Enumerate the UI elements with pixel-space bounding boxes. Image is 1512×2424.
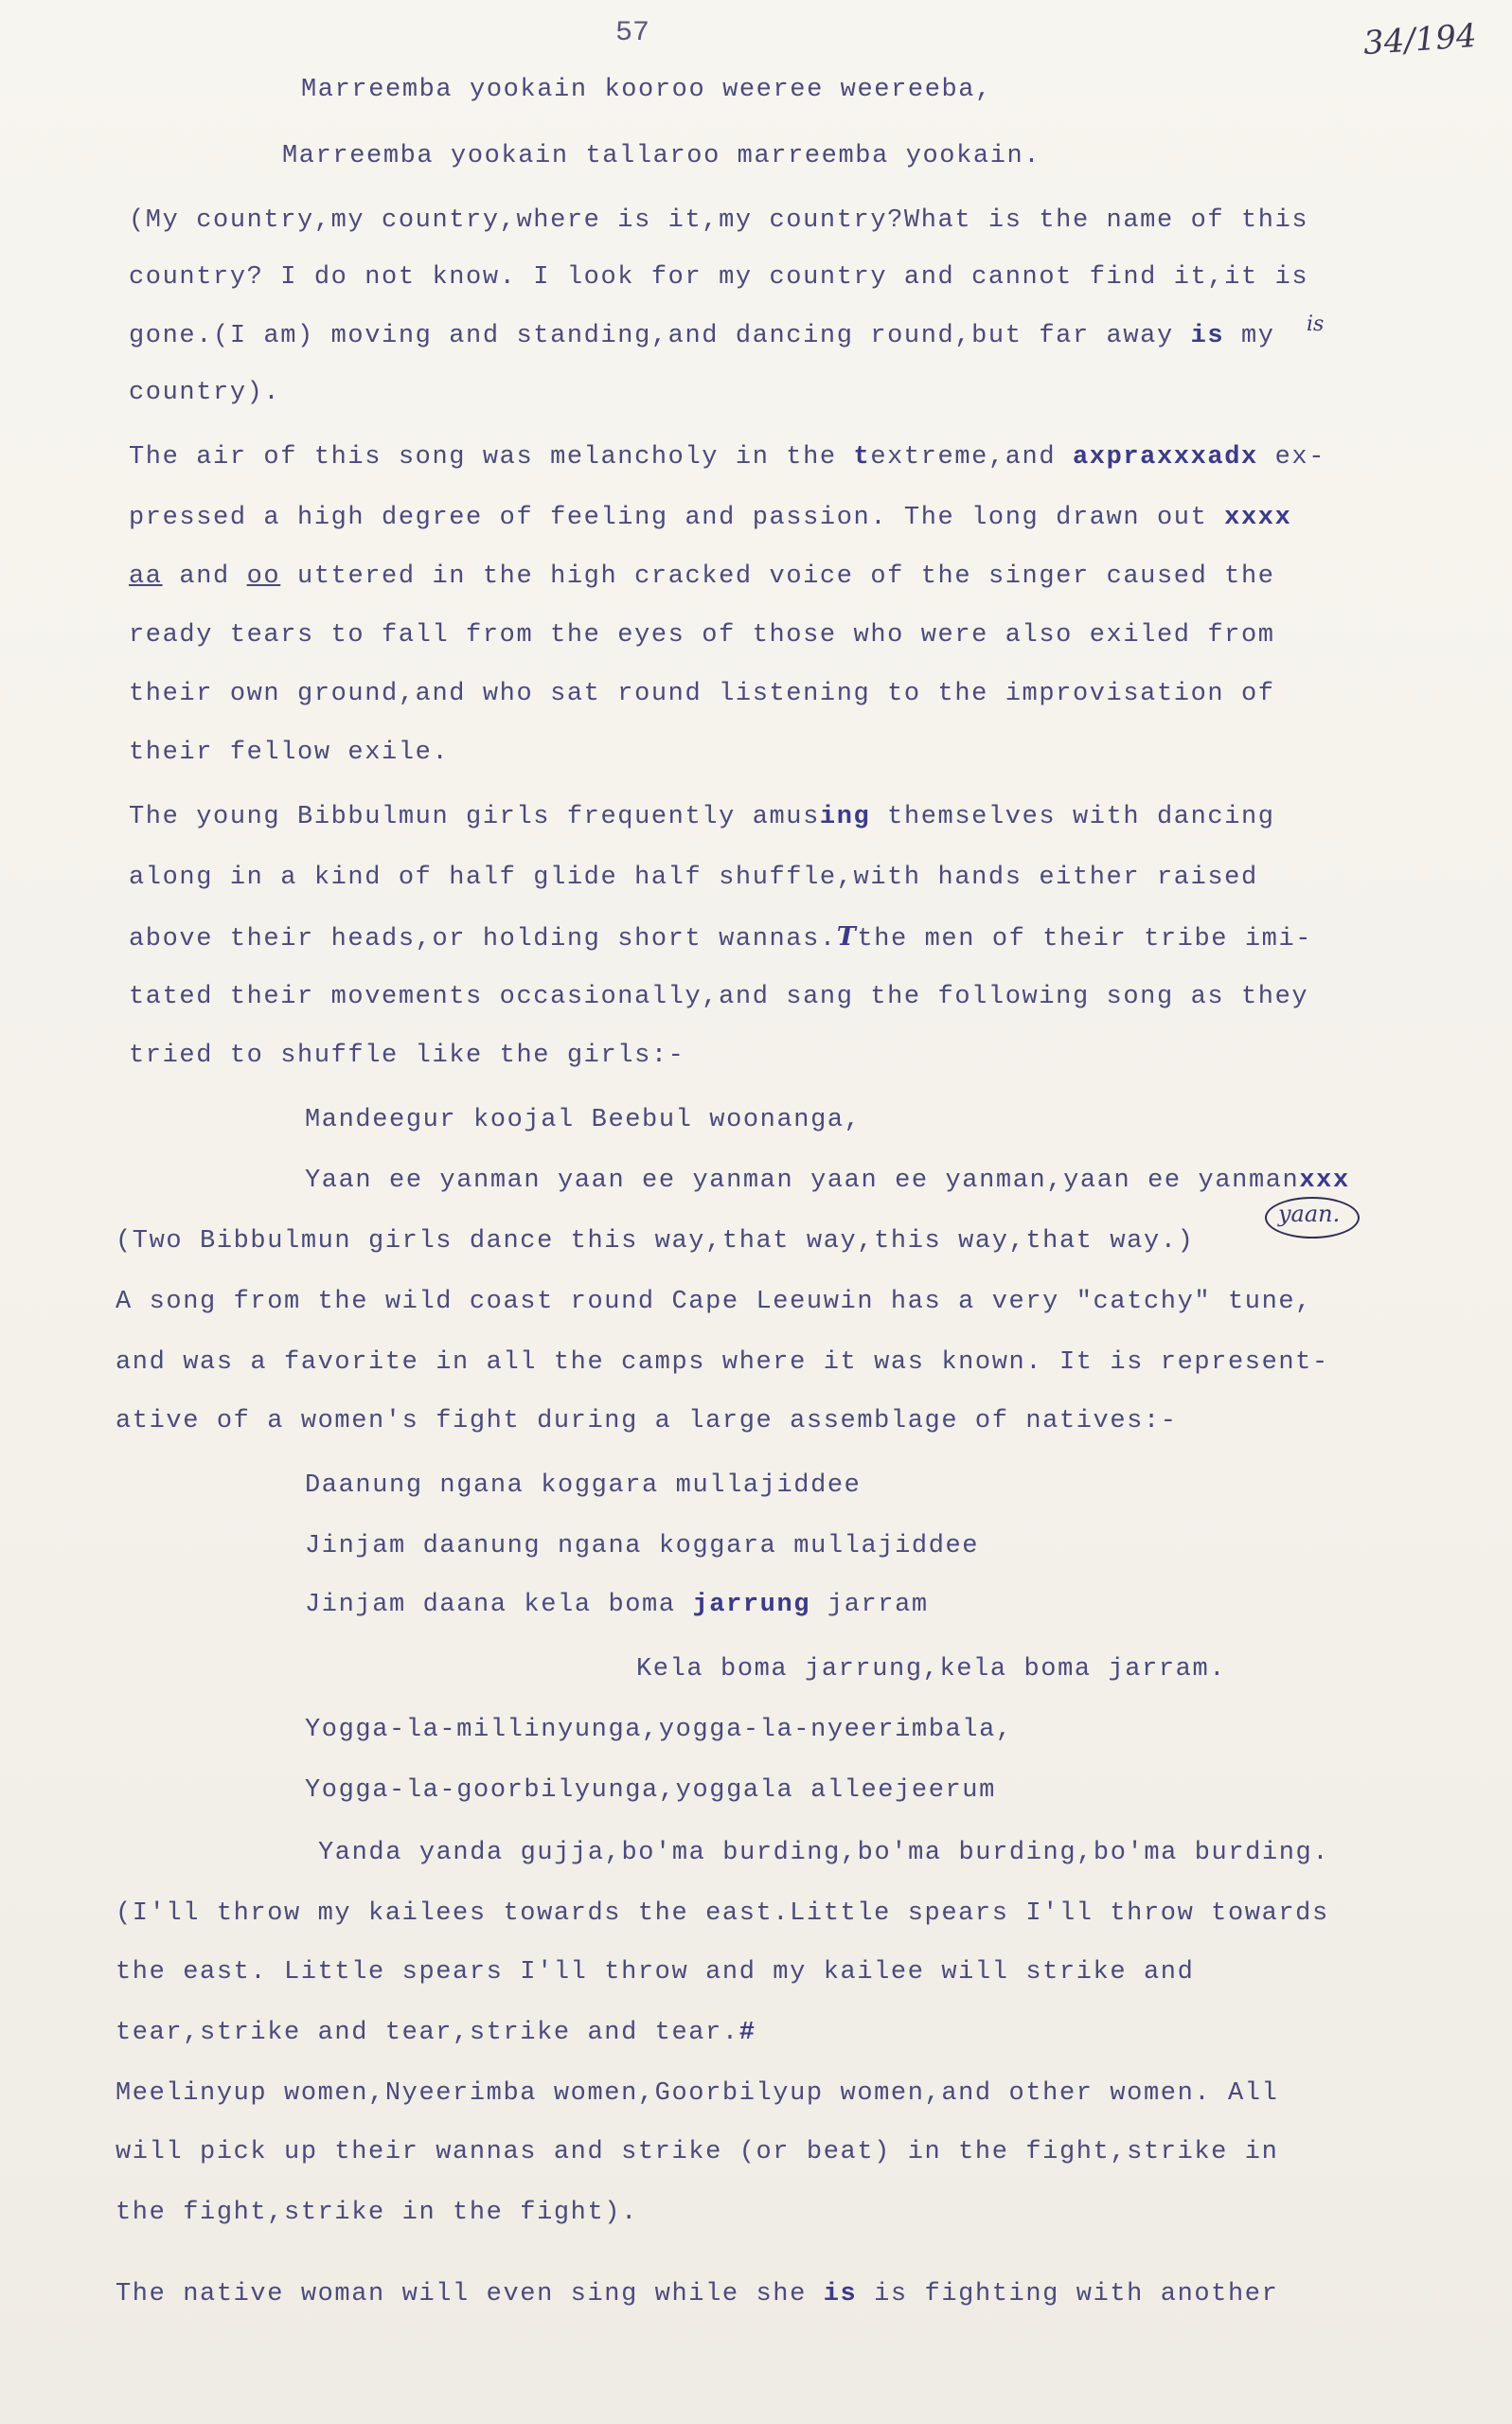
text-run: The air of this song was melancholy in the <box>129 443 854 472</box>
para3-line1: A song from the wild coast round Cape Leeuwin has a very "catchy" tune, <box>116 1288 1312 1316</box>
text-run: is fighting with another <box>857 2280 1279 2308</box>
para1-line2 <box>129 504 1291 532</box>
text-run: The young Bibbulmun girls frequently amus <box>129 803 820 831</box>
struck-text: axpraxxxadx <box>1072 443 1258 472</box>
song3-line4: Kela boma jarrung,kela boma jarram. <box>636 1655 1227 1684</box>
para1-line6: their fellow exile. <box>129 739 450 767</box>
para3-line2: and was a favorite in all the camps where it was known. It is represent- <box>116 1348 1329 1377</box>
song2-translation: (Two Bibbulmun girls dance this way,that way,this way,that way.) <box>116 1227 1195 1256</box>
struck-text: jarrung <box>692 1591 811 1619</box>
struck-text: xxx <box>1299 1167 1350 1195</box>
song1-line2: Marreemba yookain tallaroo marreemba yookain. <box>282 142 1041 170</box>
para4-line1 <box>116 2280 1278 2308</box>
page-number: 57 <box>615 17 650 49</box>
song3-translation-line6: the fight,strike in the fight). <box>116 2199 638 2227</box>
text-run: above their heads,or holding short wannas. <box>129 925 837 954</box>
song3-translation-line4: Meelinyup women,Nyeerimba women,Goorbilyup women,and other women. All <box>116 2079 1279 2108</box>
text-run: jarram <box>810 1591 929 1619</box>
song3-line6: Yogga-la-goorbilyunga,yoggala alleejeerum <box>305 1776 996 1805</box>
text-run: pressed a high degree of feeling and passion. The long drawn out <box>129 504 1225 532</box>
struck-text: # <box>738 2019 756 2047</box>
song3-line5: Yogga-la-millinyunga,yogga-la-nyeerimbala, <box>305 1716 1013 1744</box>
folio-note: 34/194 <box>1361 16 1478 63</box>
struck-text: t <box>853 443 871 472</box>
para1-line5: their own ground,and who sat round listening to the improvisation of <box>129 680 1275 708</box>
text-run: themselves with dancing <box>870 803 1275 831</box>
underlined-text: aa <box>129 562 163 591</box>
text-run: uttered in the high cracked voice of the singer caused the <box>280 562 1275 591</box>
handwritten-insertion: is <box>1307 312 1325 336</box>
para2-line5: tried to shuffle like the girls:- <box>129 1042 685 1070</box>
handwritten-correction: T <box>836 922 858 952</box>
text-run: ex- <box>1257 443 1326 472</box>
song1-line1: Marreemba yookain kooroo weeree weereeba, <box>301 76 992 104</box>
para1-line3 <box>129 562 1275 591</box>
handwritten-insertion: yaan. <box>1278 1201 1341 1227</box>
para2-line2: along in a kind of half glide half shuffle,with hands either raised <box>129 864 1258 892</box>
song3-translation-line2: the east. Little spears I'll throw and my kailee will strike and <box>116 1958 1195 1987</box>
text-run: my <box>1224 322 1275 350</box>
song2-line1: Mandeegur koojal Beebul woonanga, <box>305 1106 862 1134</box>
text-run: The native woman will even sing while she <box>116 2280 824 2308</box>
para1-line4: ready tears to fall from the eyes of those who were also exiled from <box>129 621 1275 650</box>
translation-line2: country? I do not know. I look for my country and cannot find it,it is <box>129 263 1309 292</box>
song3-line2: Jinjam daanung ngana koggara mullajiddee <box>305 1532 980 1560</box>
para1-line1 <box>129 443 1325 472</box>
para3-line3: ative of a women's fight during a large assemblage of natives:- <box>116 1407 1178 1435</box>
para2-line4: tated their movements occasionally,and sang the following song as they <box>129 983 1309 1011</box>
song2-line2 <box>305 1167 1350 1195</box>
text-run: Jinjam daana kela boma <box>305 1591 693 1619</box>
struck-text: ing <box>819 803 871 831</box>
song3-translation-line3 <box>116 2019 756 2047</box>
song3-translation-line5: will pick up their wannas and strike (or beat) in the fight,strike in <box>116 2138 1279 2166</box>
struck-text: xxxx <box>1224 504 1292 532</box>
para2-line3 <box>129 922 1312 954</box>
text-run: tear,strike and tear,strike and tear. <box>116 2019 739 2047</box>
text-run: the men of their tribe imi- <box>857 925 1313 954</box>
underlined-text: oo <box>246 562 281 591</box>
struck-text: is <box>1190 322 1225 350</box>
song3-line7: Yanda yanda gujja,bo'ma burding,bo'ma burding,bo'ma burding. <box>318 1839 1330 1867</box>
text-run: and <box>162 562 247 591</box>
para2-line1 <box>129 803 1275 831</box>
translation-line1: (My country,my country,where is it,my country?What is the name of this <box>129 206 1309 235</box>
song3-translation-line1: (I'll throw my kailees towards the east.Little spears I'll throw towards <box>116 1899 1329 1928</box>
text-run: gone.(I am) moving and standing,and dancing round,but far away <box>129 322 1191 350</box>
text-run: Yaan ee yanman yaan ee yanman yaan ee yanman,yaan ee yanman <box>305 1167 1300 1195</box>
translation-line4: country). <box>129 379 281 407</box>
song3-line3 <box>305 1591 929 1619</box>
song3-line1: Daanung ngana koggara mullajiddee <box>305 1471 862 1500</box>
text-run: extreme,and <box>870 443 1073 472</box>
translation-line3 <box>129 322 1275 350</box>
struck-text: is <box>823 2280 858 2308</box>
